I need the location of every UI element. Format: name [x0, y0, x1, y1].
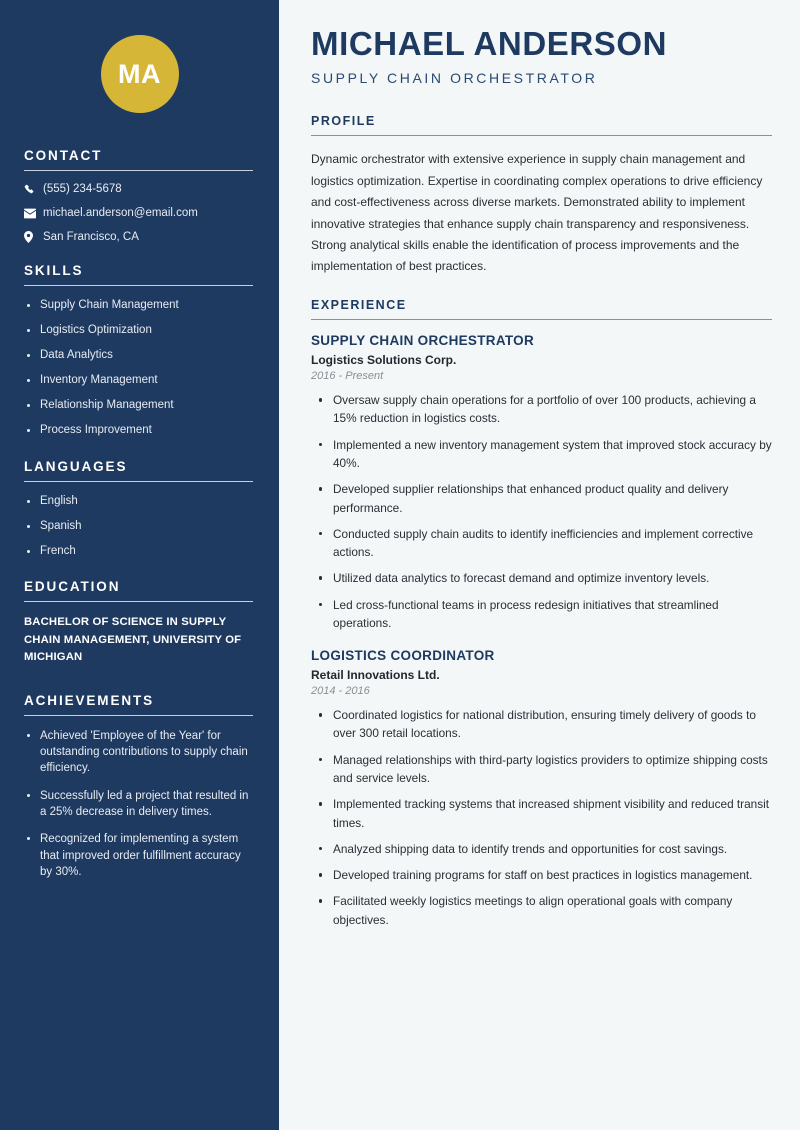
page-title: MICHAEL ANDERSON	[311, 25, 668, 62]
list-item: Process Improvement	[24, 423, 253, 439]
sidebar-section-education	[24, 579, 253, 667]
skills-divider	[24, 285, 253, 286]
achievements-heading: ACHIEVEMENTS	[24, 692, 155, 708]
job-bullet-list	[311, 391, 772, 632]
experience-entry	[311, 333, 772, 632]
profile-divider	[311, 135, 772, 137]
sidebar-section-skills	[24, 263, 253, 439]
job-company: Retail Innovations Ltd.	[311, 668, 440, 683]
list-item: Implemented tracking systems that increased shipment visibility and reduced transit times.	[311, 795, 772, 832]
section-profile	[311, 114, 772, 278]
job-role-subtitle: SUPPLY CHAIN ORCHESTRATOR	[311, 69, 598, 86]
experience-heading: EXPERIENCE	[311, 297, 407, 312]
job-company: Logistics Solutions Corp.	[311, 353, 457, 368]
contact-email-value: michael.anderson@email.com	[43, 207, 198, 219]
profile-text: Dynamic orchestrator with extensive experience in supply chain management and logistics optimization. Expertise in coordinating complex operations to drive efficiency and cost-effectiveness across diverse markets. Demonstrated ability to implement innovative strategies that enhance supply chain transparency and responsiveness. Strong analytical skills enable the identification of process improvements and the implementation of best practices.	[311, 152, 763, 274]
contact-item-location[interactable]	[24, 231, 253, 243]
list-item: Led cross-functional teams in process redesign initiatives that streamlined operations.	[311, 596, 772, 633]
list-item: Managed relationships with third-party logistics providers to optimize shipping costs and service levels.	[311, 751, 772, 788]
experience-divider	[311, 319, 772, 321]
education-divider	[24, 601, 253, 602]
avatar-container	[0, 0, 279, 148]
sidebar-section-achievements	[24, 693, 253, 881]
contact-divider	[24, 170, 253, 171]
experience-entry	[311, 648, 772, 929]
list-item: Developed training programs for staff on best practices in logistics management.	[311, 866, 772, 884]
contact-item-phone[interactable]	[24, 183, 253, 195]
list-item: Recognized for implementing a system that improved order fulfillment accuracy by 30%.	[24, 831, 253, 880]
job-title: LOGISTICS COORDINATOR	[311, 648, 495, 664]
education-heading: EDUCATION	[24, 579, 121, 595]
contact-phone-value: (555) 234-5678	[43, 183, 122, 195]
achievements-list	[24, 728, 253, 881]
list-item: Conducted supply chain audits to identify inefficiencies and implement corrective actions.	[311, 525, 772, 562]
phone-icon	[24, 184, 43, 195]
list-item: Coordinated logistics for national distribution, ensuring timely delivery of goods to over 300 retail locations.	[311, 706, 772, 743]
list-item: Relationship Management	[24, 398, 253, 414]
list-item: French	[24, 544, 253, 560]
contact-location-value: San Francisco, CA	[43, 231, 139, 243]
main-content	[279, 0, 800, 1130]
list-item: Developed supplier relationships that enhanced product quality and delivery performance.	[311, 480, 772, 517]
list-item: Analyzed shipping data to identify trends and opportunities for cost savings.	[311, 840, 772, 858]
avatar-initials: MA	[118, 58, 161, 89]
list-item: English	[24, 494, 253, 510]
list-item: Implemented a new inventory management system that improved stock accuracy by 40%.	[311, 436, 772, 473]
avatar	[101, 35, 179, 113]
list-item: Utilized data analytics to forecast demand and optimize inventory levels.	[311, 569, 772, 587]
education-entry: BACHELOR OF SCIENCE IN SUPPLY CHAIN MANAGEMENT, UNIVERSITY OF MICHIGAN	[24, 616, 242, 664]
skills-heading: SKILLS	[24, 263, 84, 278]
list-item: Data Analytics	[24, 348, 253, 364]
languages-list	[24, 494, 253, 560]
sidebar-section-languages	[24, 459, 253, 560]
sidebar	[0, 0, 279, 1130]
list-item: Oversaw supply chain operations for a portfolio of over 100 products, achieving a 15% reduction in logistics costs.	[311, 391, 772, 428]
contact-item-email[interactable]	[24, 207, 253, 219]
languages-heading: LANGUAGES	[24, 458, 128, 474]
envelope-icon	[24, 208, 43, 219]
job-title: SUPPLY CHAIN ORCHESTRATOR	[311, 333, 535, 349]
list-item: Facilitated weekly logistics meetings to align operational goals with company objectives.	[311, 892, 772, 929]
section-experience	[311, 298, 772, 929]
job-dates: 2014 - 2016	[311, 685, 370, 698]
job-dates: 2016 - Present	[311, 370, 384, 383]
list-item: Spanish	[24, 519, 253, 535]
achievements-divider	[24, 715, 253, 716]
list-item: Inventory Management	[24, 373, 253, 389]
profile-heading: PROFILE	[311, 113, 376, 128]
skills-list	[24, 298, 253, 439]
list-item: Logistics Optimization	[24, 323, 253, 339]
list-item: Achieved 'Employee of the Year' for outstanding contributions to supply chain efficiency.	[24, 728, 253, 777]
list-item: Successfully led a project that resulted in a 25% decrease in delivery times.	[24, 788, 253, 821]
job-bullet-list	[311, 706, 772, 929]
sidebar-content	[0, 148, 279, 880]
sidebar-section-contact	[24, 148, 253, 243]
languages-divider	[24, 481, 253, 482]
location-pin-icon	[24, 231, 43, 243]
contact-heading: CONTACT	[24, 148, 103, 163]
list-item: Supply Chain Management	[24, 298, 253, 314]
